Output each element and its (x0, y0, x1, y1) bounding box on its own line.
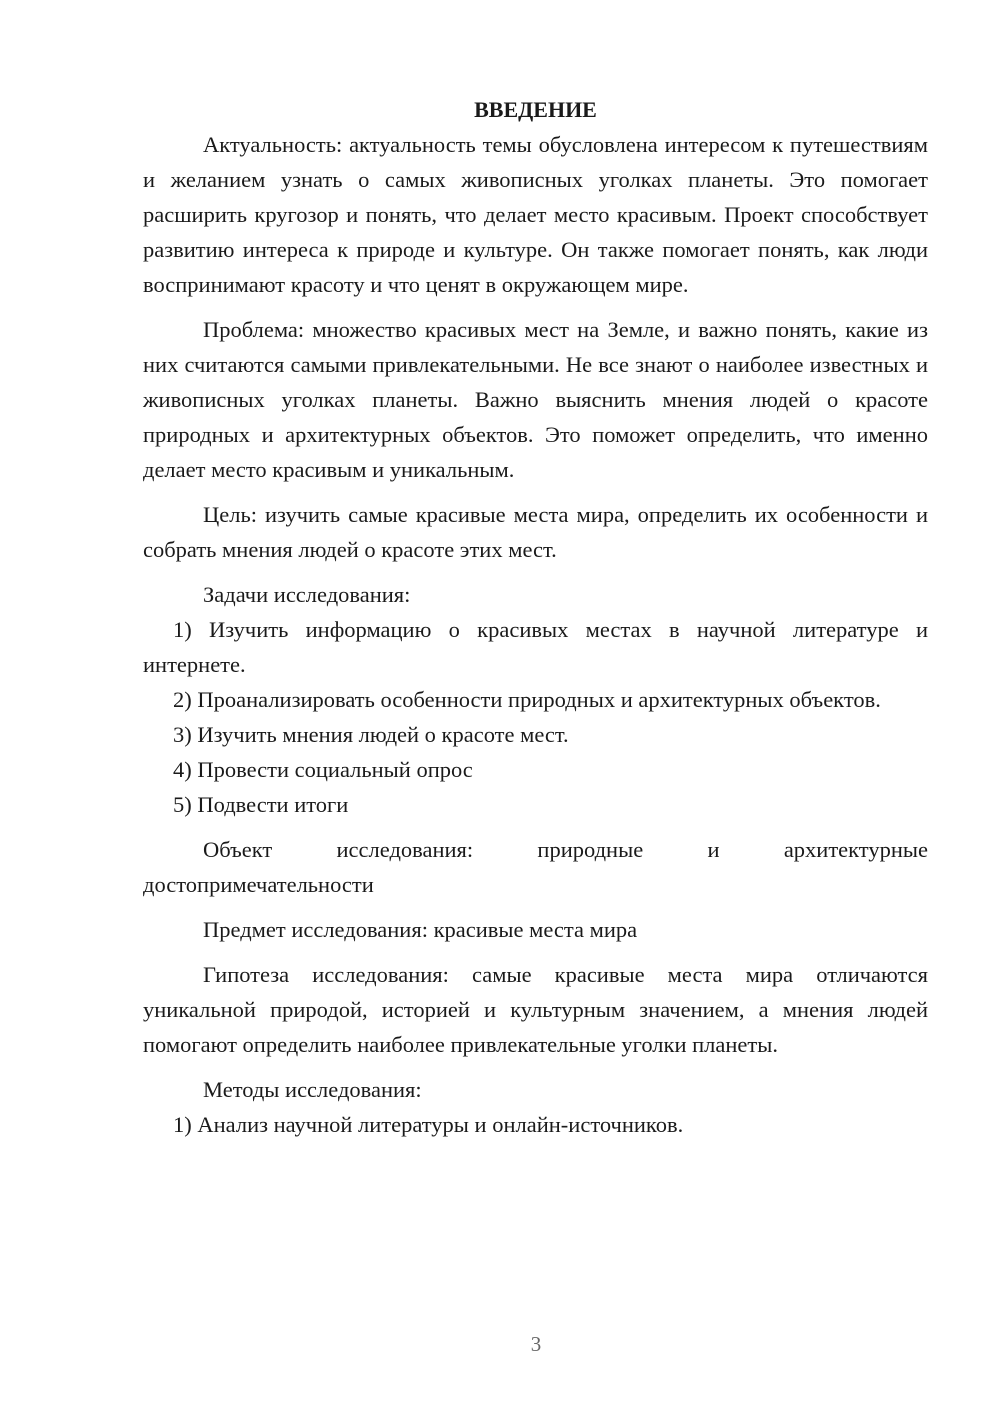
task-item-3: 3) Изучить мнения людей о красоте мест. (173, 722, 569, 747)
tasks-heading: Задачи исследования: (203, 582, 411, 607)
task-item-2: 2) Проанализировать особенности природных и архитектурных объектов. (173, 687, 881, 712)
hypothesis-paragraph: Гипотеза исследования: самые красивые места мира отличаются уникальной природой, историей и культурным значением, а мнения людей помогают определить наиболее привлекательные уголки планеты. (143, 962, 928, 1057)
object-paragraph: Объект исследования: природные и архитектурные достопримечательности (143, 837, 928, 897)
task-item-5: 5) Подвести итоги (173, 792, 349, 817)
method-item-1: 1) Анализ научной литературы и онлайн-источников. (173, 1112, 684, 1137)
document-body (143, 92, 928, 1142)
problem-paragraph: Проблема: множество красивых мест на Земле, и важно понять, какие из них считаются самыми привлекательными. Не все знают о наиболее известных и живописных уголках планеты. Важно выяснить мнения людей о красоте природных и архитектурных объектов. Это поможет определить, что именно делает место красивым и уникальным. (143, 317, 928, 482)
task-item-1: 1) Изучить информацию о красивых местах в научной литературе и интернете. (143, 617, 928, 677)
methods-heading: Методы исследования: (203, 1077, 422, 1102)
task-item-4: 4) Провести социальный опрос (173, 757, 473, 782)
section-title: ВВЕДЕНИЕ (474, 97, 597, 122)
subject-paragraph: Предмет исследования: красивые места мира (203, 917, 638, 942)
page-number: 3 (530, 1332, 542, 1356)
relevance-paragraph: Актуальность: актуальность темы обусловлена интересом к путешествиям и желанием узнать о самых живописных уголках планеты. Это помогает расширить кругозор и понять, что делает место красивым. Проект способствует развитию интереса к природе и культуре. Он также помогает понять, как люди воспринимают красоту и что ценят в окружающем мире. (143, 132, 928, 297)
goal-paragraph: Цель: изучить самые красивые места мира, определить их особенности и собрать мнения людей о красоте этих мест. (143, 502, 928, 562)
